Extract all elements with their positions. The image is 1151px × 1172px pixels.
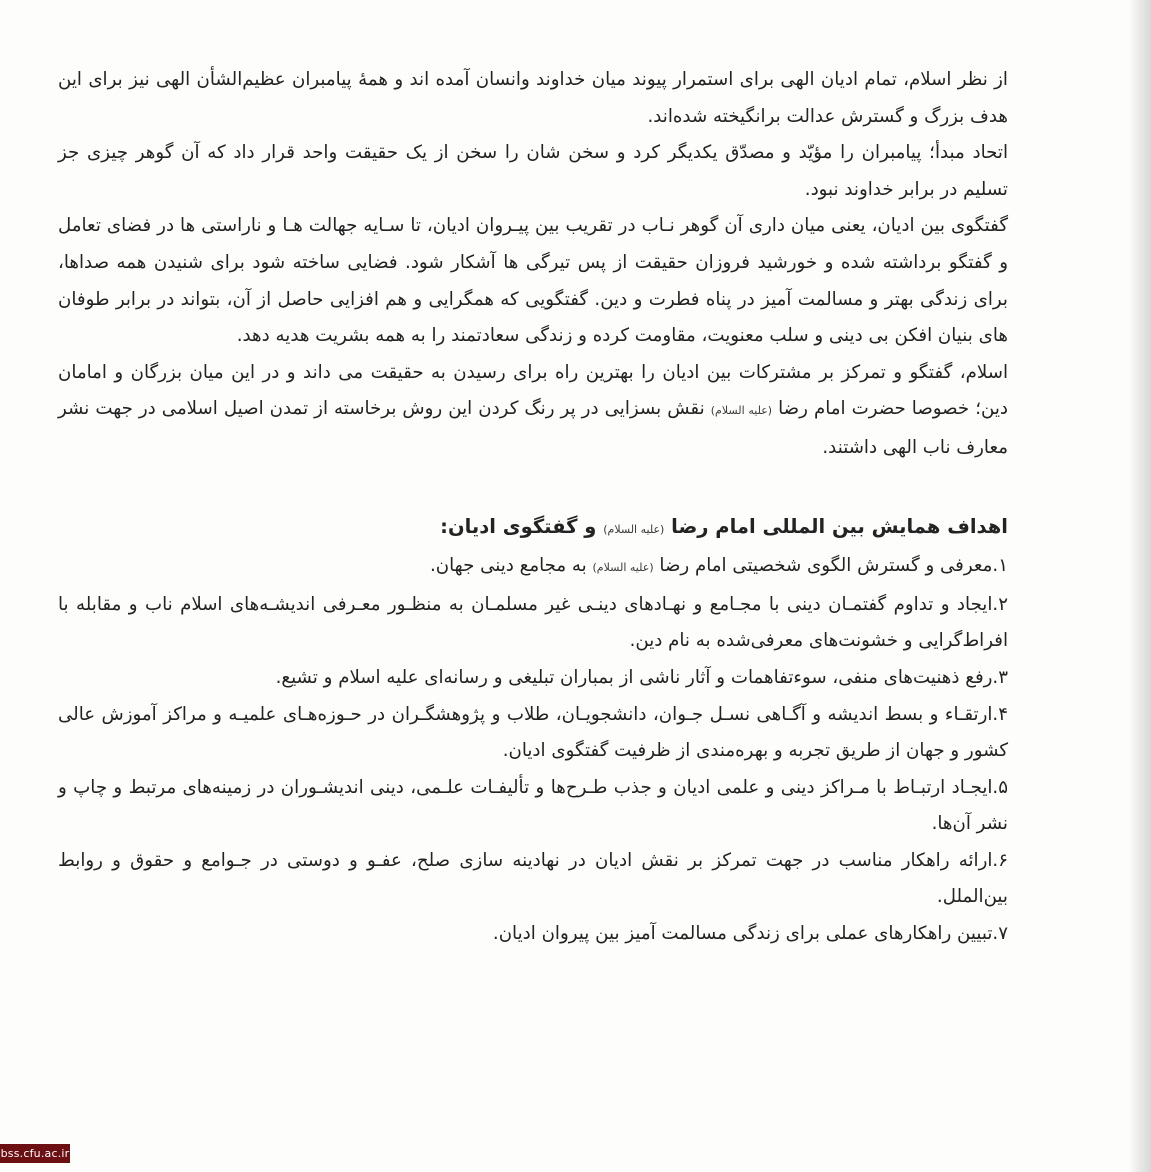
intro-section [58, 62, 1008, 467]
goal-item-5: ۵.ایجـاد ارتبـاط با مـراکز دینی و علمی ادیان و جذب طـرح‌ها و تألیفـات علـمی، دینی اندیشـوران در زمینه‌های مرتبط و چاپ و نشر آن‌ها. [58, 776, 1008, 835]
closing-text-part-2: نقش بسزایی در پر رنگ کردن این روش برخاسته از تمدن اصیل اسلامی در جهت نشر معارف ناب الهی داشتند. [58, 398, 1008, 458]
intro-paragraph-4 [58, 355, 1008, 467]
goals-heading-part-1: اهداف همایش بین المللی امام رضا [671, 514, 1008, 538]
goals-heading-honorific: (علیه السلام) [603, 522, 665, 536]
goal-1-part-2: به مجامع دینی جهان. [430, 555, 587, 577]
goal-item-2: ٢.ایجاد و تداوم گفتمـان دینی با مجـامع و نهـادهای دینـی غیر مسلمـان به منظـور معـرفی اندیشـه‌های اسلام ناب و مقابله با افراط‌گرایی و خشونت‌های معرفی‌شده به نام دین. [58, 593, 1008, 652]
goal-1-part-1: ١.معرفی و گسترش الگوی شخصیتی امام رضا [659, 555, 1008, 577]
intro-paragraph-2: اتحاد مبدأ؛ پیامبران را مؤیّد و مصدّق یکدیگر کرد و سخن شان را سخن از یک حقیقت واحد قرار داد که آن گوهر چیزی جز تسلیم در برابر خداوند نبود. [58, 142, 1008, 200]
honorific-note: (علیه السلام) [710, 404, 773, 418]
page-edge-shadow [1129, 0, 1151, 1172]
goal-item-7: ٧.تبیین راهکارهای عملی برای زندگی مسالمت آمیز بین پیروان ادیان. [492, 923, 1008, 945]
goal-item-3: ٣.رفع ذهنیت‌های منفی، سوءتفاهمات و آثار ناشی از بمباران تبلیغی و رسانه‌ای علیه اسلام و تشیع. [275, 666, 1008, 688]
document-body [58, 62, 1008, 953]
goals-section [58, 509, 1008, 953]
goal-item-6: ۶.ارائه راهکار مناسب در جهت تمرکز بر نقش ادیان در نهادینه سازی صلح، عفـو و دوستی در جـوامع و حقوق و روابط بین‌الملل. [58, 849, 1008, 908]
goal-1-honorific: (علیه السلام) [592, 561, 654, 575]
site-url-tag: bss.cfu.ac.ir [0, 1144, 70, 1163]
goal-item-1 [58, 548, 1008, 587]
closing-text-part-1: اسلام، گفتگو و تمرکز بر مشترکات بین ادیان را بهترین راه برای رسیدن به حقیقت می داند و در این میان بزرگان و امامان دین؛ خصوصا حضرت امام رضا [58, 361, 1008, 420]
goals-heading-part-2: و گفتگوی ادیان: [440, 514, 597, 538]
intro-paragraph-3: گفتگوی بین ادیان، یعنی میان داری آن گوهر نـاب در تقریب بین پیـروان ادیان، تا سـایه جهالت هـا و ناراستی ها در فضای تعامل و گفتگو برداشته شده و خورشید فروزان حقیقت از پس تیرگی ها آشکار شود. فضایی ساخته شود برای شنیدن همه صداها، برای زندگی بهتر و مسالمت آمیز در پناه فطرت و دین. گفتگویی که همگرایی و هم افزایی حاصل از آن، بتواند در برابر طوفان های بنیان افکن بی دینی و سلب معنویت، مقاومت کرده و زندگی سعادتمند را به همه بشریت هدیه دهد. [58, 215, 1008, 347]
goals-list [58, 548, 1008, 953]
intro-paragraph-1: از نظر اسلام، تمام ادیان الهی برای استمرار پیوند میان خداوند وانسان آمده اند و همهٔ پیامبران عظیم‌الشأن الهی نیز برای این هدف بزرگ و گسترش عدالت برانگیخته شده‌اند. [58, 69, 1008, 127]
goals-heading [58, 509, 1008, 549]
goal-item-4: ۴.ارتقـاء و بسط اندیشه و آگـاهی نسـل جـوان، دانشجویـان، طلاب و پژوهشگـران در حـوزه‌هـای علمیـه و مراکز آموزش عالی کشور و جهان از طریق تجربه و بهره‌مندی از ظرفیت گفتگوی ادیان. [58, 703, 1008, 762]
